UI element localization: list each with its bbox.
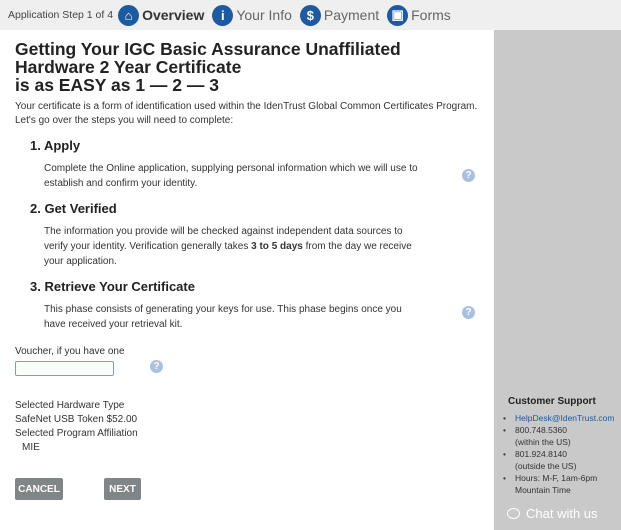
support-title: Customer Support (508, 396, 596, 407)
voucher-label: Voucher, if you have one (15, 346, 125, 357)
nav-label: Your Info (236, 7, 292, 23)
phone-note: (within the US) (515, 437, 571, 447)
dollar-icon: $ (300, 5, 321, 26)
chat-button[interactable] (507, 506, 598, 521)
next-button[interactable]: NEXT (104, 478, 141, 500)
chat-label: Chat with us (526, 506, 598, 521)
support-list (503, 412, 615, 496)
nav-forms[interactable] (387, 5, 451, 26)
text: from the day we receive your application. (44, 241, 412, 267)
info-icon: i (212, 5, 233, 26)
hardware-value: SafeNet USB Token $52.00 (15, 414, 138, 425)
page-title (15, 40, 485, 94)
duration: 3 to 5 days (251, 241, 303, 252)
home-icon: ⌂ (118, 5, 139, 26)
nav-overview[interactable] (118, 5, 204, 26)
hours-note: Mountain Time (515, 485, 571, 495)
step-text: This phase consists of generating your keys for use. This phase begins once you have received your retrieval kit. (44, 304, 402, 330)
step-title: 2. Get Verified (30, 201, 117, 216)
nav-label: Payment (323, 7, 380, 23)
nav-your-info[interactable] (212, 5, 292, 26)
step-text: Complete the Online application, supplying personal information which we will use to establish and confirm your identity. (44, 163, 418, 189)
main-content (15, 40, 485, 332)
cancel-button[interactable]: CANCEL (15, 478, 63, 500)
chat-bubble-icon (507, 508, 520, 519)
hardware-label: Selected Hardware Type (15, 400, 125, 411)
step-verify (15, 201, 485, 269)
support-email-item (503, 412, 615, 424)
phone-note: (outside the US) (515, 461, 577, 471)
title-line: is as EASY as 1 — 2 — 3 (15, 75, 219, 95)
support-email-link[interactable]: HelpDesk@IdenTrust.com (515, 413, 615, 423)
phone: 801.924.8140 (515, 449, 567, 459)
help-icon[interactable]: ? (462, 169, 475, 182)
step-text (44, 224, 424, 269)
voucher-input[interactable] (15, 361, 114, 376)
affiliation-label: Selected Program Affiliation (15, 428, 138, 439)
support-phone-intl (503, 448, 615, 472)
title-line: Getting Your IGC Basic Assurance Unaffiliated (15, 39, 401, 59)
nav-label: Forms (411, 7, 451, 23)
support-hours (503, 472, 615, 496)
help-icon[interactable]: ? (462, 306, 475, 319)
step-title: 3. Retrieve Your Certificate (30, 279, 195, 294)
title-line: Hardware 2 Year Certificate (15, 57, 242, 77)
step-indicator: Application Step 1 of 4 (8, 9, 114, 21)
step-title: 1. Apply (30, 138, 81, 153)
phone: 800.748.5360 (515, 425, 567, 435)
voucher-help-icon[interactable]: ? (150, 360, 163, 373)
step-apply (15, 138, 485, 191)
nav-payment[interactable] (300, 5, 379, 26)
text: The information you provide will be checked against independent data sources to verify your identity. Verification generally takes (44, 226, 403, 252)
nav-label: Overview (142, 7, 205, 23)
support-phone-us (503, 424, 615, 448)
intro-text: Your certificate is a form of identification used within the IdenTrust Global Common Certificates Program. Let's go over the steps you will need to complete: (15, 101, 478, 126)
hours: Hours: M-F, 1am-6pm (515, 473, 598, 483)
step-retrieve (15, 279, 485, 332)
step-nav (0, 0, 621, 30)
affiliation-value: MIE (22, 442, 40, 453)
lock-icon: ▣ (387, 5, 408, 26)
